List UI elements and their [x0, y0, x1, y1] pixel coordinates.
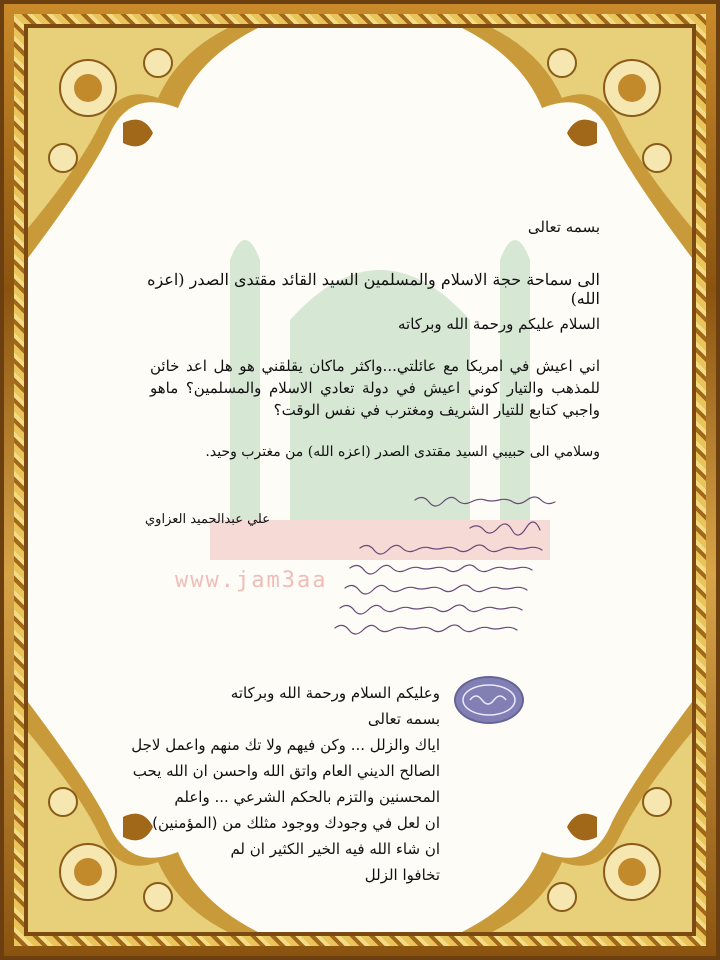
reply-line: الصالح الديني العام واتق الله واحسن ان الله يحب	[132, 762, 440, 780]
ornament-corner-top-left	[28, 28, 258, 258]
ornament-corner-bottom-right	[462, 702, 692, 932]
letter-body: اني اعيش في امريكا مع عائلتي...واكثر ماكان يقلقني هو هل اعد خائن للمذهب والتيار كوني اعيش في دولة تعادي الاسلام والمسلمين؟ ماهو واجبي كتابع للتيار الشريف ومغترب في نفس الوقت؟	[150, 357, 600, 419]
watermark-url: www.jam3aa	[175, 568, 328, 593]
reply-line: ان شاء الله فيه الخير الكثير ان لم	[230, 840, 440, 858]
reply-line: وعليكم السلام ورحمة الله وبركاته	[230, 684, 440, 702]
reply-line: تخافوا الزلل	[364, 866, 440, 884]
reply-line: المحسنين والتزم بالحكم الشرعي ... واعلم	[174, 788, 440, 806]
letter-basmala: بسمه تعالى	[527, 218, 600, 236]
typed-reply	[131, 680, 440, 888]
official-seal-stamp	[454, 676, 524, 724]
reply-line: ان لعل في وجودك ووجود مثلك من (المؤمنين)	[152, 814, 440, 832]
letter-addressee: الى سماحة حجة الاسلام والمسلمين السيد القائد مقتدى الصدر (اعزه الله)	[147, 270, 600, 308]
handwritten-reply	[320, 488, 580, 648]
reply-line: بسمه تعالى	[367, 710, 440, 728]
letter-greeting: السلام عليكم ورحمة الله وبركاته	[398, 315, 600, 333]
reply-line: اياك والزلل ... وكن فيهم ولا تك منهم واعمل لاجل	[131, 736, 440, 754]
letter-closing: وسلامي الى حبيبي السيد مقتدى الصدر (اعزه الله) من مغترب وحيد.	[205, 444, 600, 460]
letter-signature: علي عبدالحميد العزاوي	[145, 512, 270, 527]
